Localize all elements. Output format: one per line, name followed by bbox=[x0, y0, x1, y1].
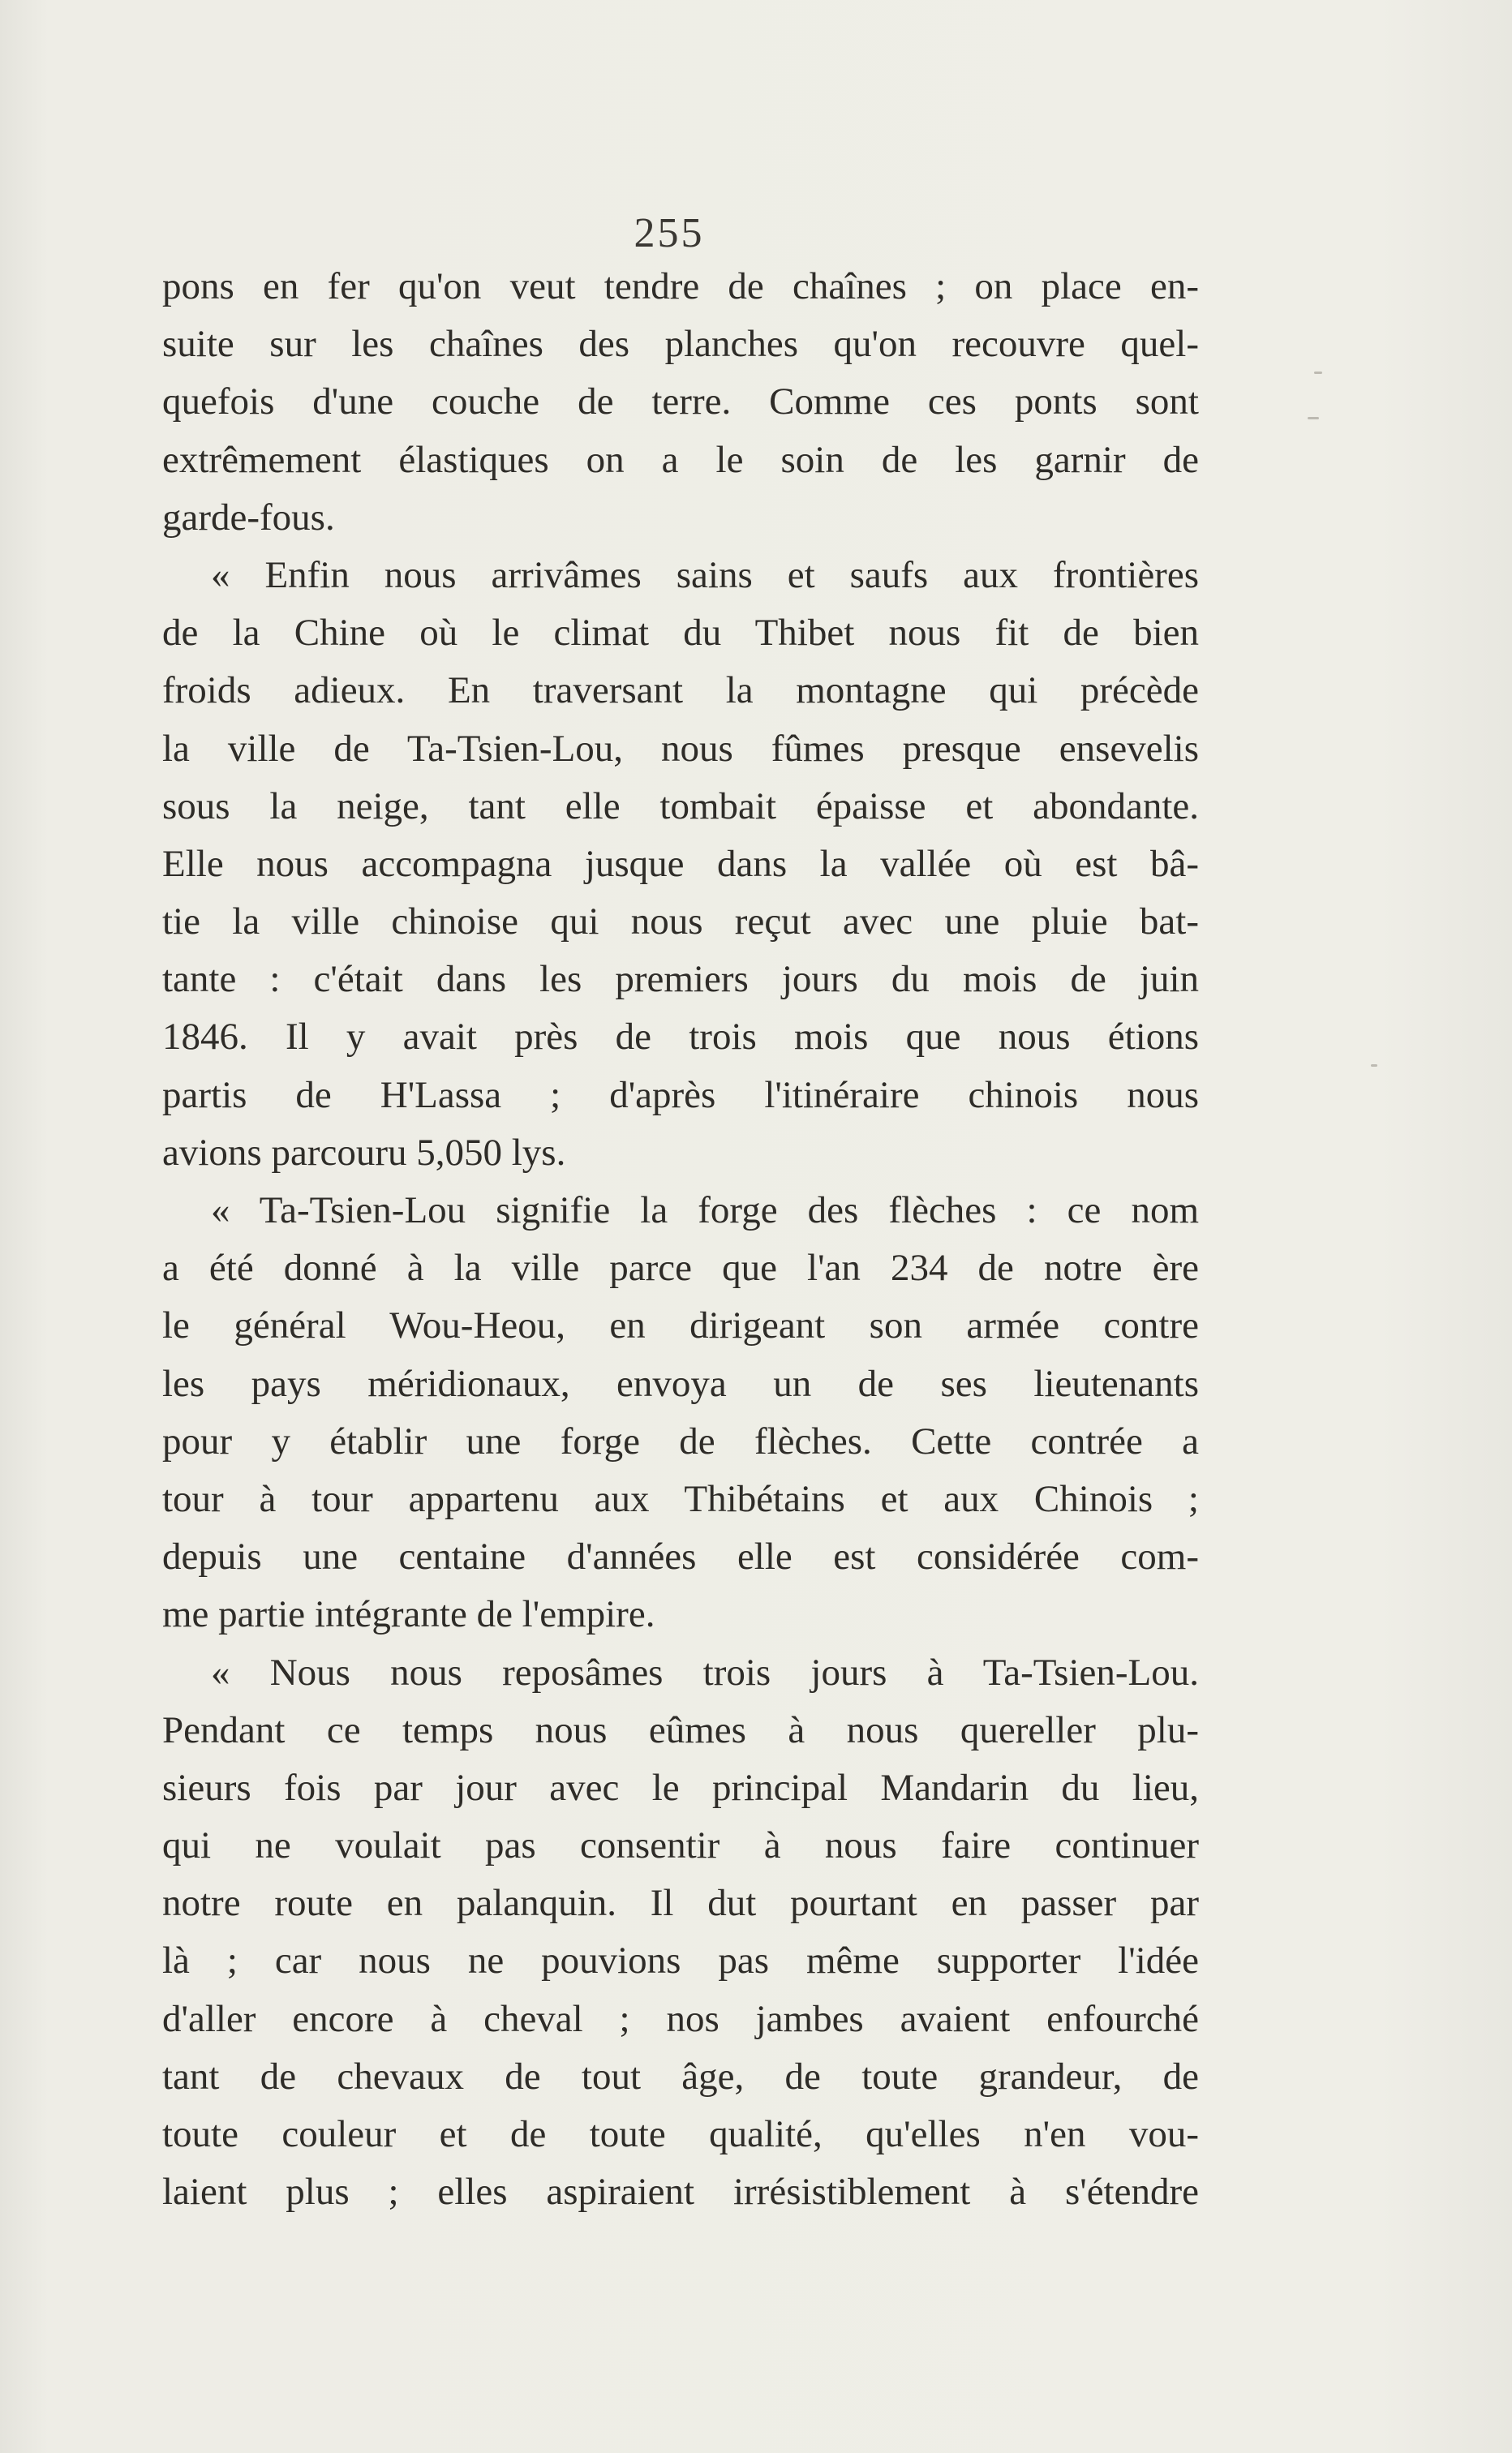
text-line: là ; car nous ne pouvions pas même supporter l'idée bbox=[162, 1940, 1199, 1983]
paragraph-start: « Ta-Tsien-Lou signifie la forge des flèches : ce nom bbox=[211, 1189, 1199, 1231]
text-line: quefois d'une couche de terre. Comme ces ponts sont bbox=[162, 380, 1199, 423]
text-line: le général Wou-Heou, en dirigeant son armée contre bbox=[162, 1304, 1199, 1347]
text-line: pour y établir une forge de flèches. Cette contrée a bbox=[162, 1420, 1199, 1463]
text-line: tante : c'était dans les premiers jours du mois de juin bbox=[162, 958, 1199, 1001]
text-line: la ville de Ta-Tsien-Lou, nous fûmes presque ensevelis bbox=[162, 727, 1199, 770]
paragraph-start: « Enfin nous arrivâmes sains et saufs aux frontières bbox=[211, 553, 1199, 596]
text-line: me partie intégrante de l'empire. bbox=[162, 1593, 655, 1636]
text-line: a été donné à la ville parce que l'an 234 de notre ère bbox=[162, 1247, 1199, 1290]
text-line: depuis une centaine d'années elle est considérée com- bbox=[162, 1536, 1199, 1579]
text-line: sieurs fois par jour avec le principal Mandarin du lieu, bbox=[162, 1766, 1199, 1809]
text-line: partis de H'Lassa ; d'après l'itinéraire chinois nous bbox=[162, 1073, 1199, 1116]
text-line: avions parcouru 5,050 lys. bbox=[162, 1131, 566, 1174]
text-line: toute couleur et de toute qualité, qu'elles n'en vou- bbox=[162, 2113, 1199, 2155]
text-line: notre route en palanquin. Il dut pourtant en passer par bbox=[162, 1882, 1199, 1925]
text-line: tant de chevaux de tout âge, de toute grandeur, de bbox=[162, 2055, 1199, 2098]
text-line: suite sur les chaînes des planches qu'on recouvre quel- bbox=[162, 323, 1199, 366]
body-text bbox=[162, 258, 1199, 2221]
paper-speck bbox=[1314, 372, 1322, 374]
paper-speck bbox=[1308, 417, 1319, 419]
text-line: tie la ville chinoise qui nous reçut avec une pluie bat- bbox=[162, 900, 1199, 943]
text-line: extrêmement élastiques on a le soin de les garnir de bbox=[162, 438, 1199, 481]
paper-speck bbox=[1371, 1064, 1377, 1067]
text-line: sous la neige, tant elle tombait épaisse et abondante. bbox=[162, 784, 1199, 827]
text-line: tour à tour appartenu aux Thibétains et aux Chinois ; bbox=[162, 1477, 1199, 1520]
paragraph-start: « Nous nous reposâmes trois jours à Ta-Tsien-Lou. bbox=[211, 1651, 1199, 1694]
text-line: d'aller encore à cheval ; nos jambes avaient enfourché bbox=[162, 1997, 1199, 2040]
text-line: qui ne voulait pas consentir à nous faire continuer bbox=[162, 1824, 1199, 1867]
text-line: de la Chine où le climat du Thibet nous fit de bien bbox=[162, 612, 1199, 655]
text-line: laient plus ; elles aspiraient irrésistiblement à s'étendre bbox=[162, 2171, 1199, 2214]
text-line: Pendant ce temps nous eûmes à nous quereller plu- bbox=[162, 1708, 1199, 1751]
text-line: les pays méridionaux, envoya un de ses lieutenants bbox=[162, 1362, 1199, 1405]
text-line: garde-fous. bbox=[162, 496, 335, 539]
text-line: Elle nous accompagna jusque dans la vallée où est bâ- bbox=[162, 842, 1199, 885]
text-line: pons en fer qu'on veut tendre de chaînes ; on place en- bbox=[162, 265, 1199, 307]
page-number: 255 bbox=[634, 210, 705, 256]
text-line: froids adieux. En traversant la montagne qui précède bbox=[162, 669, 1199, 712]
text-line: 1846. Il y avait près de trois mois que nous étions bbox=[162, 1016, 1199, 1059]
